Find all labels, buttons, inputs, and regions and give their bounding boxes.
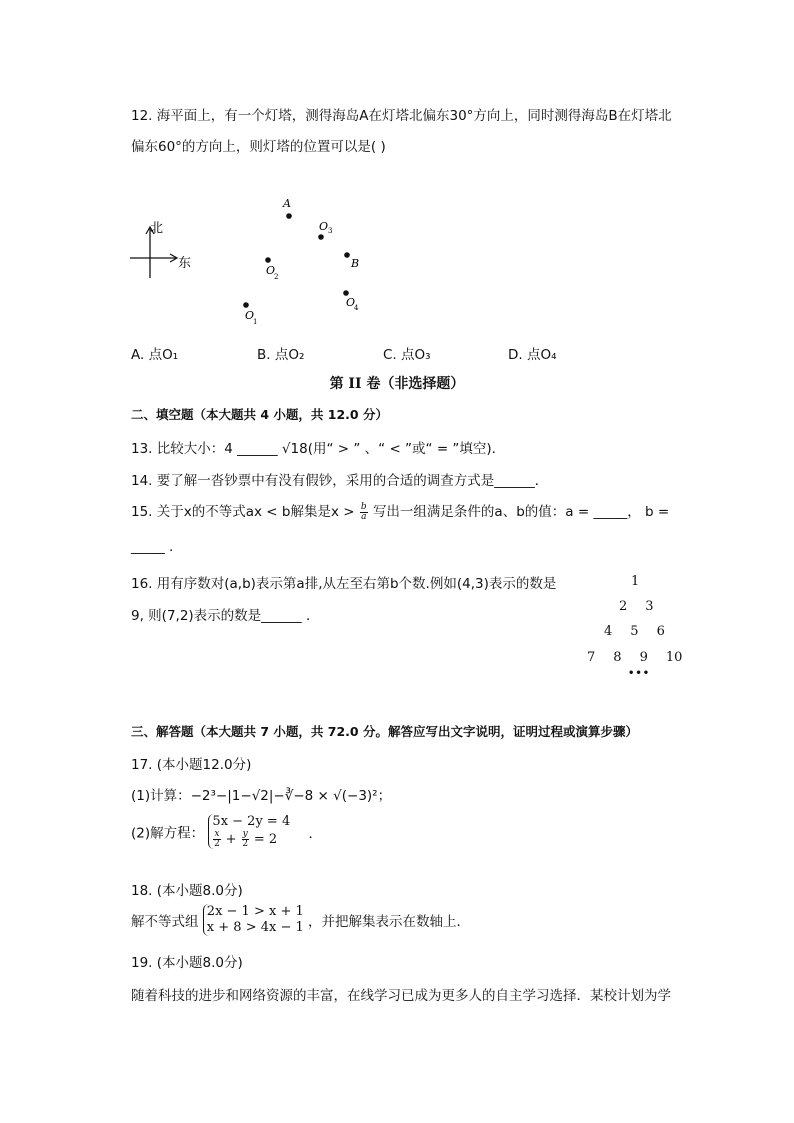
point-o3-sub: 3: [328, 227, 333, 235]
q17-eq1: 5x − 2y = 4: [212, 814, 291, 829]
q16-line1: 16. 用有序数对(a,b)表示第a排,从左至右第b个数.例如(4,3)表示的数是: [131, 576, 557, 592]
triangle-row-2: [619, 598, 654, 614]
q18-pre: 解不等式组: [131, 914, 199, 930]
q17-part2-end: ．: [308, 825, 323, 842]
q12-option-c[interactable]: C. 点O₃: [383, 347, 431, 363]
point-o4-sub: 4: [354, 304, 359, 312]
triangle-number: 7: [587, 650, 596, 665]
triangle-number: 10: [665, 650, 683, 665]
q18-ineq2: x + 8 > 4x − 1: [206, 920, 304, 935]
point-o2-sub: 2: [274, 273, 279, 281]
point-o3: [318, 234, 324, 240]
q15-pre: 15. 关于x的不等式ax < b解集是x >: [131, 504, 355, 520]
q15-fraction: [360, 503, 368, 522]
q15-post: 写出一组满足条件的a、b的值：a = _____， b =: [372, 504, 670, 520]
triangle-row-4: [587, 649, 682, 665]
q12-line2: 偏东60°的方向上，则灯塔的位置可以是( ): [131, 139, 386, 155]
triangle-number: 8: [613, 650, 622, 665]
point-b: [344, 252, 350, 258]
q18-ineq1: 2x − 1 > x + 1: [206, 904, 304, 919]
point-b-label: B: [351, 257, 360, 270]
q15-line2: _____ .: [131, 539, 174, 555]
q15-line1: [131, 500, 669, 522]
q17-eq2-b-den: 2: [242, 839, 249, 849]
triangle-row-3: [604, 623, 665, 639]
q12-option-d[interactable]: D. 点O₄: [508, 347, 557, 363]
q14-text: 14. 要了解一沓钞票中有没有假钞，采用的合适的调查方式是______．: [131, 473, 549, 489]
point-o2-label: O: [266, 264, 276, 277]
q15-frac-num: b: [360, 501, 367, 512]
q17-part1: (1)计算：−2³−|1−√2|−∛−8 × √(−3)²；: [131, 788, 392, 804]
triangle-ellipsis: •••: [628, 668, 651, 679]
compass-east-label: 东: [178, 256, 192, 271]
q17-eq2: $\frac{x}{2}$ + $\frac{y}{2}$ = 2: [214, 829, 278, 849]
q18-title: 18. (本小题8.0分): [131, 883, 243, 899]
q17-eq2-a-num: x: [214, 829, 220, 839]
q17-part2-label: (2)解方程：: [131, 825, 205, 842]
triangle-number: 3: [645, 599, 654, 614]
triangle-number: 4: [604, 624, 613, 639]
q18-post: ，并把解集表示在数轴上．: [308, 914, 471, 930]
point-o4: [343, 290, 349, 296]
triangle-number: 2: [619, 599, 628, 614]
q12-option-b[interactable]: B. 点O₂: [257, 347, 305, 363]
triangle-number: 5: [630, 624, 639, 639]
part2-title: 第 II 卷（非选择题）: [329, 376, 465, 392]
triangle-number: 1: [631, 574, 640, 589]
q18-body: [131, 904, 470, 936]
q13-text: 13. 比较大小：4 ______ √18(用“ > ” 、“ < ”或“ = ”填空)．: [131, 441, 506, 457]
q18-inequality-system: [203, 904, 304, 936]
triangle-number: 6: [656, 624, 665, 639]
section2-heading: 二、填空题（本大题共 4 小题，共 12.0 分）: [131, 407, 388, 422]
q12-option-a[interactable]: A. 点O₁: [131, 347, 179, 363]
q17-eq2-b-num: y: [242, 829, 248, 839]
point-o1: [243, 302, 249, 308]
lighthouse-diagram: [0, 0, 794, 340]
point-o1-sub: 1: [253, 318, 258, 326]
q17-title: 17. (本小题12.0分): [131, 757, 252, 773]
triangle-number: 9: [639, 650, 648, 665]
q15-frac-den: a: [361, 511, 367, 522]
point-o2: [265, 257, 271, 263]
point-o1-label: O: [245, 309, 255, 322]
compass-north-label: 北: [150, 221, 164, 236]
point-o4-label: O: [346, 296, 356, 309]
q17-eq2-a-den: 2: [214, 839, 220, 849]
q19-title: 19. (本小题8.0分): [131, 955, 243, 971]
q16-line2: 9, 则(7,2)表示的数是______ ．: [131, 608, 320, 624]
triangle-row-1: [631, 573, 639, 589]
point-a: [286, 213, 292, 219]
section3-heading: 三、解答题（本大题共 7 小题，共 72.0 分。解答应写出文字说明，证明过程或演算步骤）: [131, 724, 638, 739]
q17-equation-system: [208, 814, 290, 849]
q17-part2: [131, 814, 322, 849]
point-a-label: A: [283, 197, 291, 210]
q12-line1: 12. 海平面上，有一个灯塔，测得海岛A在灯塔北偏东30°方向上，同时测得海岛B在灯塔北: [131, 108, 672, 124]
q17-eq2-rest: = 2: [253, 832, 278, 847]
q19-line1: 随着科技的进步和网络资源的丰富，在线学习已成为更多人的自主学习选择．某校计划为学: [131, 988, 671, 1004]
point-o3-label: O: [319, 220, 329, 233]
